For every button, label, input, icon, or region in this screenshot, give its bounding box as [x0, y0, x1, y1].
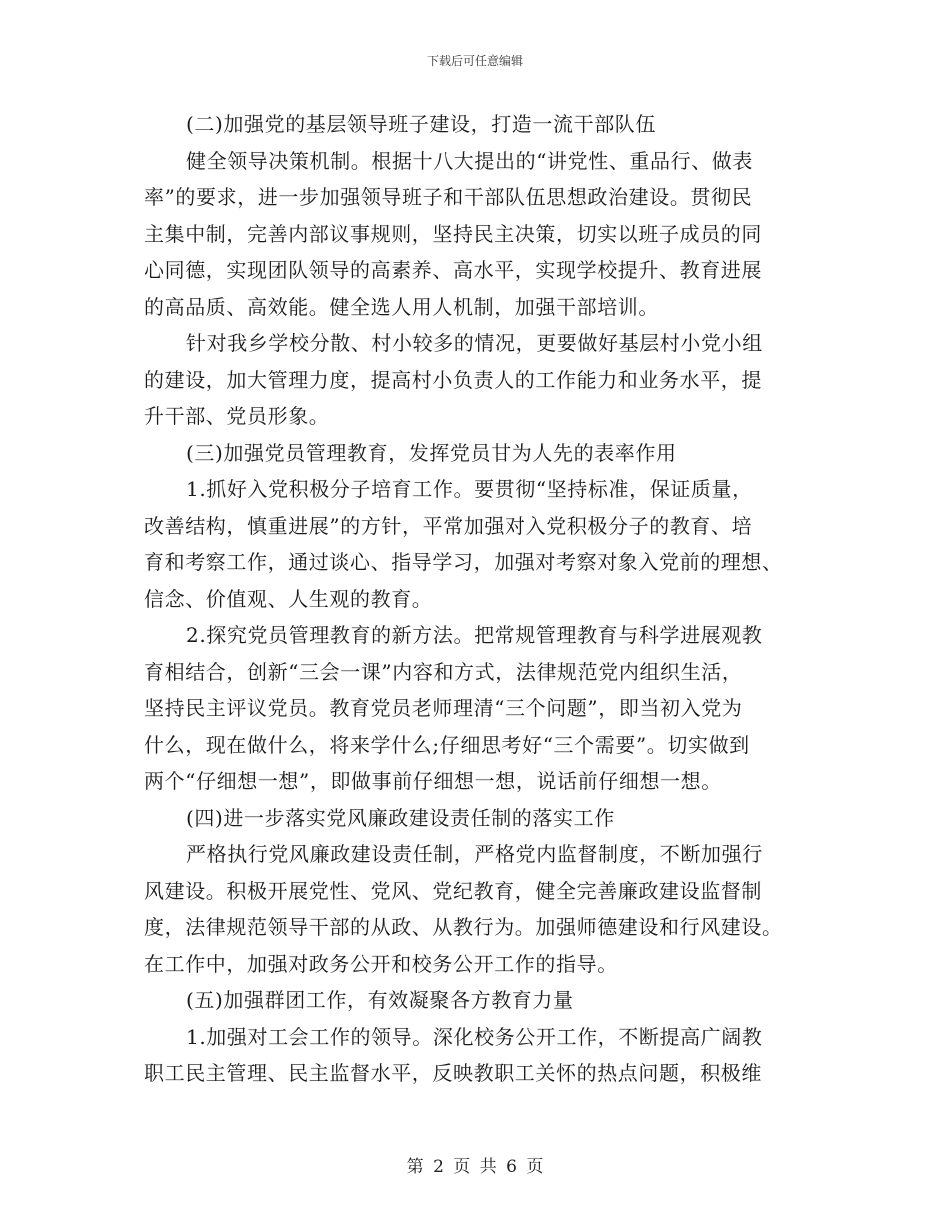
text-line: 的高品质、高效能。健全选人用人机制，加强干部培训。	[144, 294, 659, 319]
text-line: 育和考察工作，通过谈心、指导学习，加强对考察对象入党前的理想、	[144, 550, 783, 574]
text-line: 在工作中，加强对政务公开和校务公开工作的指导。	[144, 951, 618, 976]
page-header: 下载后可任意编辑	[426, 54, 523, 68]
text-line: 的建设，加大管理力度，提高村小负责人的工作能力和业务水平，提	[144, 367, 762, 392]
text-line: (三)加强党员管理教育，发挥党员甘为人先的表率作用	[186, 440, 677, 465]
text-line: 两个“仔细想一想”，即做事前仔细想一想，说话前仔细想一想。	[144, 769, 722, 793]
text-line: (四)进一步落实党风廉政建设责任制的落实工作	[186, 805, 615, 830]
text-line: 健全领导决策机制。根据十八大提出的“讲党性、重品行、做表	[186, 148, 754, 173]
text-line: 针对我乡学校分散、村小较多的情况，更要做好基层村小党小组	[186, 331, 763, 355]
page-footer: 第 2 页 共 6 页	[406, 1157, 544, 1177]
text-line: 什么，现在做什么，将来学什么;仔细思考好“三个需要”。切实做到	[144, 732, 750, 757]
text-line: 改善结构，慎重进展”的方针，平常加强对入党积极分子的教育、培	[144, 513, 753, 538]
document-body	[144, 106, 804, 1092]
text-line: 1.抓好入党积极分子培育工作。要贯彻“坚持标准，保证质量，	[186, 477, 753, 501]
text-line: 度，法律规范领导干部的从政、从教行为。加强师德建设和行风建设。	[144, 915, 783, 939]
text-line: 升干部、党员形象。	[144, 404, 330, 428]
text-line: 心同德，实现团队领导的高素养、高水平，实现学校提升、教育进展	[144, 258, 762, 282]
text-line: 严格执行党风廉政建设责任制，严格党内监督制度，不断加强行	[186, 842, 763, 866]
text-line: 坚持民主评议党员。教育党员老师理清“三个问题”，即当初入党为	[144, 696, 743, 720]
text-line: (二)加强党的基层领导班子建设，打造一流干部队伍	[186, 112, 657, 136]
text-line: 1.加强对工会工作的领导。深化校务公开工作，不断提高广阔教	[186, 1024, 763, 1049]
text-line: 职工民主管理、民主监督水平，反映教职工关怀的热点问题，积极维	[144, 1061, 762, 1085]
text-line: 育相结合，创新“三会一课”内容和方式，法律规范党内组织生活，	[144, 659, 743, 684]
text-line: 2.探究党员管理教育的新方法。把常规管理教育与科学进展观教	[186, 623, 763, 647]
text-line: 风建设。积极开展党性、党风、党纪教育，健全完善廉政建设监督制	[144, 878, 762, 903]
text-line: 率”的要求，进一步加强领导班子和干部队伍思想政治建设。贯彻民	[144, 185, 753, 209]
text-line: 信念、价值观、人生观的教育。	[144, 586, 433, 611]
text-line: (五)加强群团工作，有效凝聚各方教育力量	[186, 988, 574, 1012]
text-line: 主集中制，完善内部议事规则，坚持民主决策，切实以班子成员的同	[144, 221, 762, 246]
